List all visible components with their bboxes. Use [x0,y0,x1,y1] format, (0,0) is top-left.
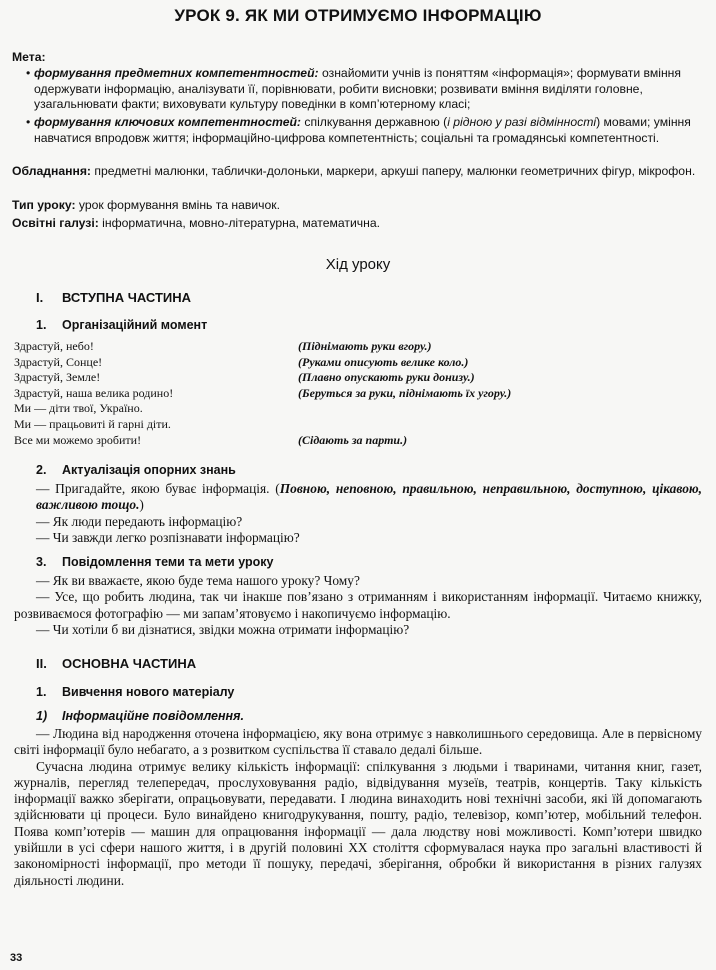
meta-label: Мета: [12,50,46,64]
paragraph-2: Сучасна людина отримує велику кількість інформації: спілкування з людьми і тваринами, читання книг, газет, журналів, перегляд телепередач, прослуховування радіо, відвідування музеїв, театрів, концертів. Таку кількість інформації важко зберігати, опрацьовувати, передавати. І людина винаходить нові технічні засоби, які їй допомагають здійснювати ці процеси. Було винайдено книгодрукування, пошту, радіо, телевізор, комп’ютер, мобільний телефон. Поява комп’ютерів — машин для опрацювання інформації — дала людству нові можливості. Комп’ютери швидко увійшли в усі сфери нашого життя, і в другій половині XX століття сформувалася наука про загальні властивості й закономірності інформації, про методи її пошуку, передачі, зберігання, обробки й використання в різних галузях діяльності людини. [14,758,702,888]
subsection-4-heading: 1. Вивчення нового матеріалу [36,685,235,699]
poem-stage-directions: (Піднімають руки вгору.) (Руками описують велике коло.) (Плавно опускають руки донизу.) (Беруться за руки, піднімають їх угору.) (Сідають за парти.) [298,339,512,447]
paragraph-1: — Людина від народження оточена інформацією, яку вона отримує з навколишнього середовища. Але в первісному світі інформації було небагато, а з розвитком суспільства її ставало дедалі більше. [14,726,702,758]
meta-bullet-2: • формування ключових компетентностей: спілкування державною (і рідною у разі відмінності) мовами; уміння навчатися впродовж життя; інформаційно-цифрова компетентність; соціальні та громадянські компетентності. [26,115,691,145]
section-2-heading: II. ОСНОВНА ЧАСТИНА [36,656,197,671]
subsection-3-heading: 3. Повідомлення теми та мети уроку [36,555,274,569]
course-heading: Хід уроку [325,256,391,273]
subsection-2-body: — Пригадайте, якою буває інформація. (Повною, неповною, правильною, неправильною, доступною, цікавою, важливою тощо.) — Як люди передають інформацію? — Чи завжди легко розпізнавати інформацію? [36,481,703,545]
lesson-type: Тип уроку: урок формування вмінь та навичок. [12,198,281,212]
poem-lines: Здрастуй, небо! Здрастуй, Сонце! Здрастуй, Земле! Здрастуй, наша велика родино! Ми — діти твої, Україно. Ми — працьовиті й гарні діти. Все ми можемо зробити! [14,339,174,447]
section-1-heading: I. ВСТУПНА ЧАСТИНА [36,290,192,305]
subsection-5-heading: 1) Інформаційне повідомлення. [36,709,244,723]
subsection-1-heading: 1. Організаційний момент [36,318,208,332]
page-number: 33 [10,952,23,964]
educational-areas: Освітні галузі: інформатична, мовно-літературна, математична. [12,216,381,230]
equipment: Обладнання: предметні малюнки, таблички-долоньки, маркери, аркуші паперу, малюнки геометричних фігур, мікрофон. [12,164,696,178]
subsection-3-body: — Як ви вважаєте, якою буде тема нашого уроку? Чому? — Усе, що робить людина, так чи інакше пов’язано з отриманням і використанням інформації. Читаємо книжку, розвиваємося фотографію — ми запам’ятовуємо і накопичуємо інформацію. — Чи хотіли б ви дізнатися, звідки можна отримати інформацію? [14,573,702,637]
subsection-2-heading: 2. Актуалізація опорних знань [36,463,236,477]
meta-bullet-1: • формування предметних компетентностей: ознайомити учнів із поняттям «інформація»; формувати вміння одержувати інформацію, аналізувати її, порівнювати, робити висновки; розвивати вміння виділяти головне, узагальнювати факти; виховувати культуру поведінки в комп’ютерному класі; [26,66,682,111]
lesson-title: УРОК 9. ЯК МИ ОТРИМУЄМО ІНФОРМАЦІЮ [174,6,542,25]
main-text [14,726,702,889]
